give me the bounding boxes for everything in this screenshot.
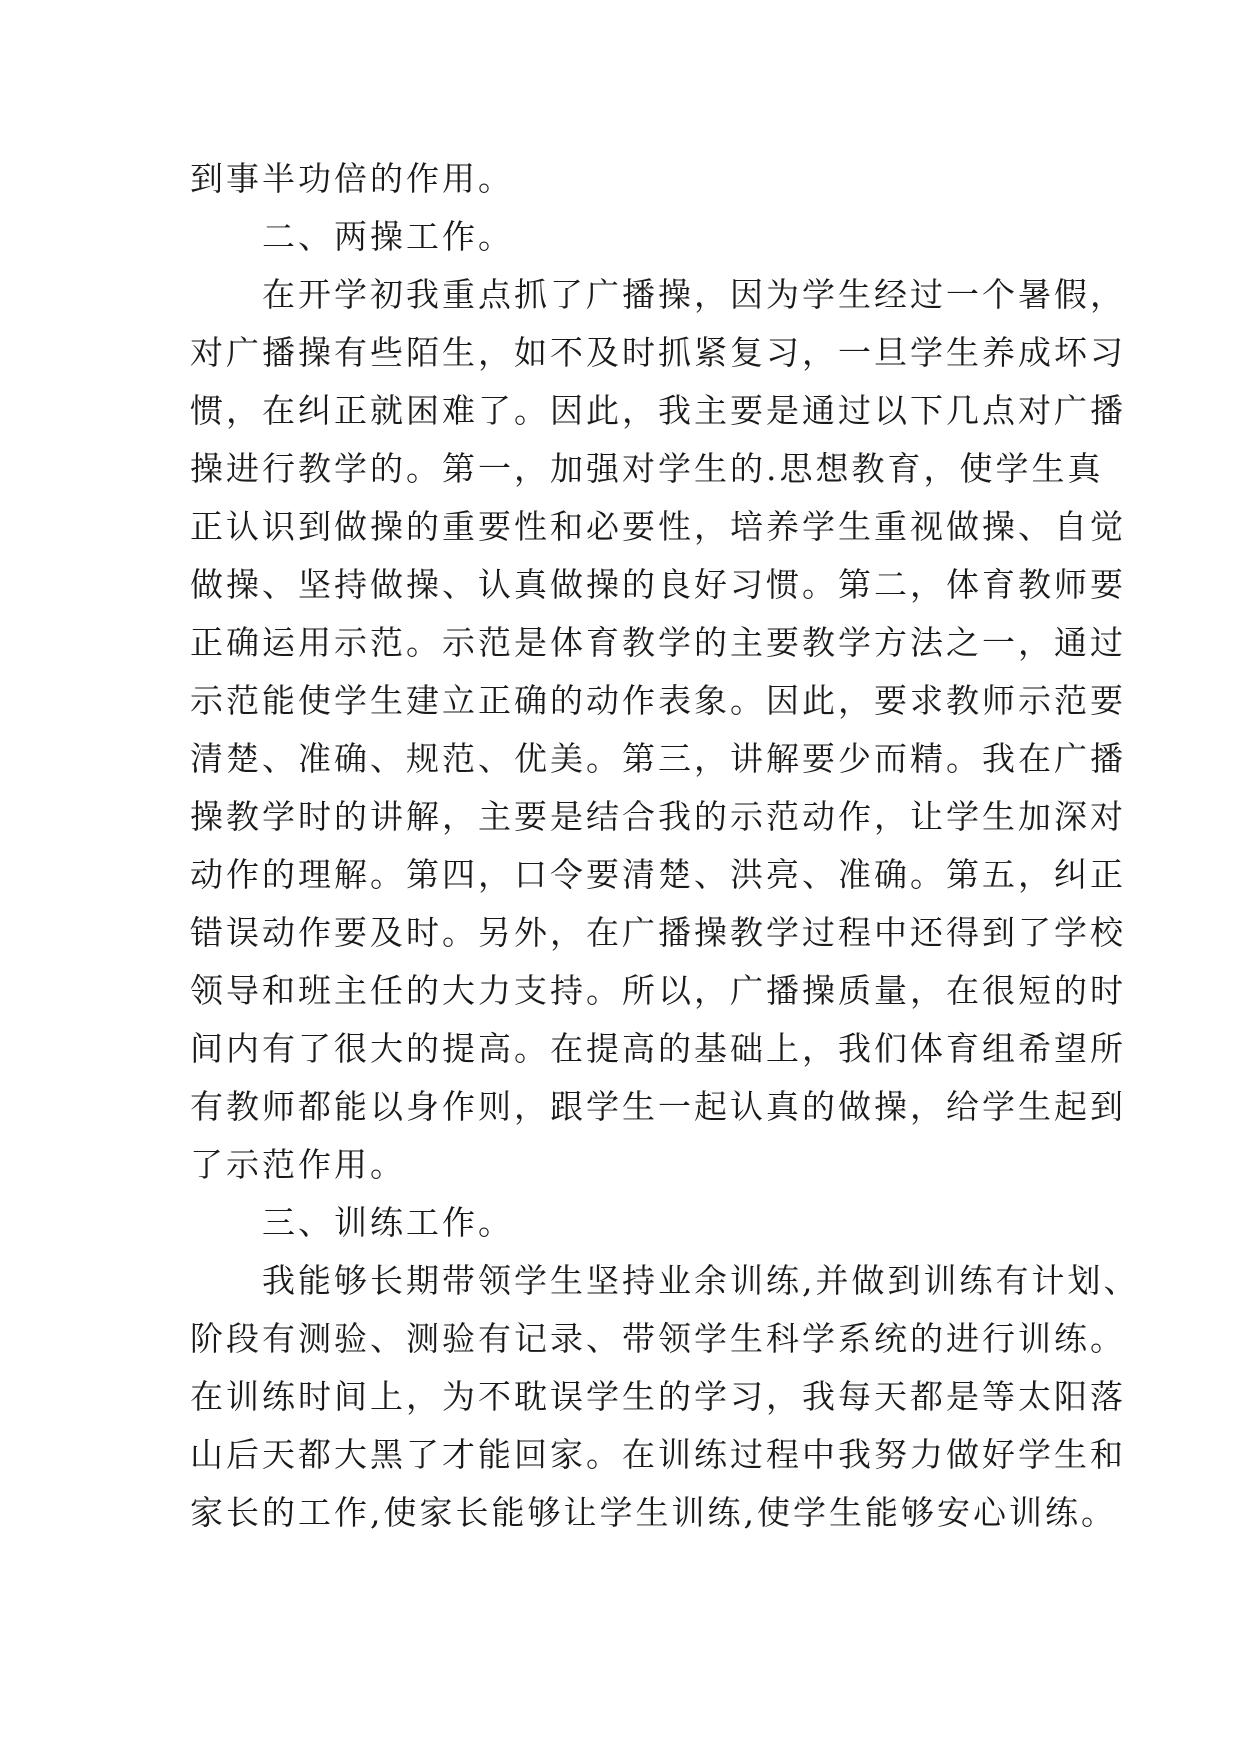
- text-line: 对广播操有些陌生，如不及时抓紧复习，一旦学生养成坏习: [190, 333, 1126, 372]
- text-line: 示范能使学生建立正确的动作表象。因此，要求教师示范要: [190, 681, 1126, 720]
- text-line: 有教师都能以身作则，跟学生一起认真的做操，给学生起到: [190, 1087, 1126, 1126]
- text-line: 操进行教学的。第一，加强对学生的.思想教育，使学生真: [190, 449, 1104, 488]
- text-line: 清楚、准确、规范、优美。第三，讲解要少而精。我在广播: [190, 739, 1126, 778]
- text-line: 山后天都大黑了才能回家。在训练过程中我努力做好学生和: [190, 1435, 1126, 1474]
- text-line: 错误动作要及时。另外，在广播操教学过程中还得到了学校: [190, 913, 1126, 952]
- text-line: 到事半功倍的作用。: [190, 159, 514, 198]
- text-line: 操教学时的讲解，主要是结合我的示范动作，让学生加深对: [190, 797, 1126, 836]
- text-line: 阶段有测验、测验有记录、带领学生科学系统的进行训练。: [190, 1319, 1126, 1358]
- text-line: 领导和班主任的大力支持。所以，广播操质量，在很短的时: [190, 971, 1126, 1010]
- text-line: 惯，在纠正就困难了。因此，我主要是通过以下几点对广播: [190, 391, 1126, 430]
- section-heading: 三、训练工作。: [190, 1203, 514, 1242]
- text-line: 正确运用示范。示范是体育教学的主要教学方法之一，通过: [190, 623, 1126, 662]
- text-line: 做操、坚持做操、认真做操的良好习惯。第二，体育教师要: [190, 565, 1126, 604]
- text-line: 在开学初我重点抓了广播操，因为学生经过一个暑假，: [190, 275, 1126, 314]
- text-line: 正认识到做操的重要性和必要性，培养学生重视做操、自觉: [190, 507, 1126, 546]
- text-line: 我能够长期带领学生坚持业余训练,并做到训练有计划、: [190, 1261, 1140, 1300]
- text-line: 动作的理解。第四，口令要清楚、洪亮、准确。第五，纠正: [190, 855, 1126, 894]
- section-heading: 二、两操工作。: [190, 217, 514, 256]
- text-line: 家长的工作,使家长能够让学生训练,使学生能够安心训练。: [190, 1493, 1117, 1532]
- document-body: [190, 150, 1140, 1542]
- text-line: 了示范作用。: [190, 1145, 406, 1184]
- text-line: 在训练时间上，为不耽误学生的学习，我每天都是等太阳落: [190, 1377, 1126, 1416]
- text-line: 间内有了很大的提高。在提高的基础上，我们体育组希望所: [190, 1029, 1126, 1068]
